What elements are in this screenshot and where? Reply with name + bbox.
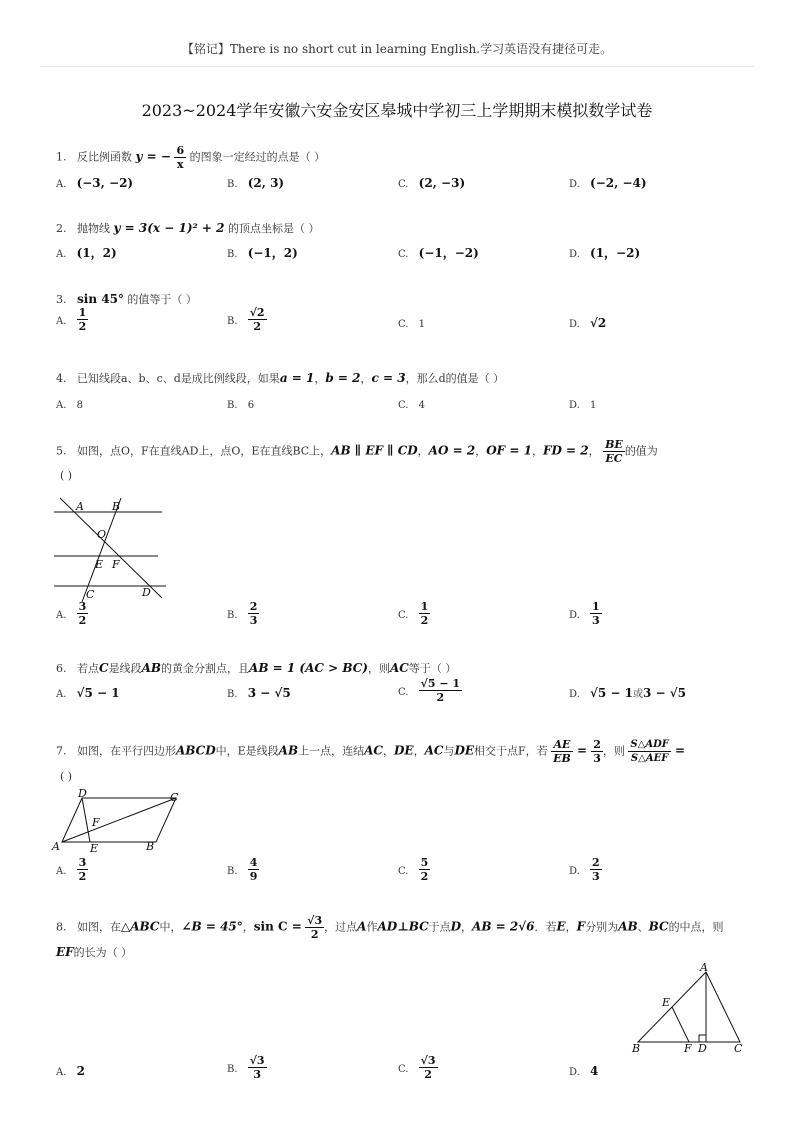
math-expression: D <box>450 919 462 934</box>
math-expression: y = 3(x − 1)² + 2 <box>113 221 225 235</box>
question-7-figure <box>50 788 190 854</box>
fraction: $\frac{√3}{2}$ <box>420 1054 436 1081</box>
math-expression: OF = 1 <box>486 443 532 458</box>
math-expression: sin C = <box>253 919 302 934</box>
label-e: E <box>662 996 671 1009</box>
question-8-option-d[interactable]: D. 4 <box>569 1064 599 1078</box>
question-6-option-d[interactable]: D. √5 − 1或3 − √5 <box>569 686 687 700</box>
triangle-abc <box>638 972 740 1042</box>
fraction: $\frac{1}{2}$ <box>78 306 87 333</box>
fraction: $\frac{√3}{2}$ <box>307 914 323 941</box>
question-8-option-c[interactable]: C. $\frac{√3}{2}$ <box>398 1054 436 1081</box>
math-expression: E <box>556 919 566 934</box>
fraction: $\frac{√5 - 1}{2}$ <box>420 677 461 704</box>
question-7-option-d[interactable]: D. $\frac{2}{3}$ <box>569 856 600 883</box>
fraction: $\frac{AE}{EB}$ <box>553 738 571 765</box>
math-expression: c = 3 <box>371 371 406 385</box>
question-1-option-a[interactable]: A. (−3, −2) <box>56 176 134 190</box>
fraction: $\frac{3}{2}$ <box>78 600 87 627</box>
math-expression: DE <box>454 743 474 758</box>
math-expression: EF <box>56 945 74 959</box>
stem-text: 如图，点O，F在直线AD上，点O，E在直线BC上， <box>77 444 332 458</box>
math-expression: FD = 2 <box>542 443 589 458</box>
question-5-option-d[interactable]: D. $\frac{1}{3}$ <box>569 600 600 627</box>
math-expression: AC <box>389 661 409 675</box>
question-number: 7. <box>56 744 67 758</box>
label-f: F <box>92 816 100 829</box>
math-expression: AB = 1 (AC > BC) <box>249 661 368 675</box>
question-4-option-c[interactable]: C. 4 <box>398 400 426 411</box>
label-c: C <box>86 588 95 601</box>
math-expression: sin 45° <box>77 292 124 306</box>
question-2-option-a[interactable]: A. (1，2) <box>56 246 117 260</box>
question-number: 8. <box>56 920 67 934</box>
math-expression: AC <box>424 743 444 758</box>
question-number: 1. <box>56 150 67 164</box>
question-6-option-c[interactable]: C. $\frac{√5 - 1}{2}$ <box>398 677 461 704</box>
question-7-option-a[interactable]: A. $\frac{3}{2}$ <box>56 856 87 883</box>
stem-text: 抛物线 <box>77 222 110 235</box>
math-expression: AB ∥ EF ∥ CD <box>331 443 418 458</box>
question-5-option-a[interactable]: A. $\frac{3}{2}$ <box>56 600 87 627</box>
label-a: A <box>52 840 60 853</box>
fraction: $\frac{3}{2}$ <box>78 856 87 883</box>
question-number: 2. <box>56 222 67 235</box>
question-8-figure <box>628 960 752 1056</box>
label-b: B <box>146 840 155 853</box>
question-6-stem: 6. 若点C是线段AB的黄金分割点，且AB = 1 (AC > BC)，则AC等于（ ） <box>56 661 457 675</box>
math-expression: ABCD <box>176 743 216 758</box>
label-d: D <box>698 1042 707 1055</box>
label-a: A <box>76 500 84 513</box>
label-e: E <box>90 842 99 854</box>
question-2-option-b[interactable]: B. (−1，2) <box>227 246 298 260</box>
math-expression: AD⊥BC <box>377 919 429 934</box>
question-1-option-b[interactable]: B. (2, 3) <box>227 176 285 190</box>
math-expression: BC <box>648 919 669 934</box>
fraction: $\frac{5}{2}$ <box>420 856 429 883</box>
math-expression: AO = 2 <box>428 443 476 458</box>
question-number: 3. <box>56 293 67 306</box>
question-2-option-c[interactable]: C. (−1，−2) <box>398 246 479 260</box>
fraction-denominator: x <box>176 158 184 171</box>
line-ad <box>60 498 162 598</box>
math-expression: AB = 2√6 <box>472 919 535 934</box>
label-o: O <box>97 528 107 541</box>
label-d: D <box>78 788 87 800</box>
label-a: A <box>700 961 708 974</box>
math-expression: AB <box>618 919 638 934</box>
math-expression: AB <box>141 661 162 675</box>
question-5-stem: 5. 如图，点O，F在直线AD上，点O，E在直线BC上，AB ∥ EF ∥ CD，AO = 2，OF = 1，FD = 2， $\frac{BE}{EC}$ 的值为 <box>56 438 658 465</box>
question-8-option-a[interactable]: A. 2 <box>56 1064 85 1078</box>
math-expression: y = − <box>135 149 171 164</box>
stem-text: 反比例函数 <box>77 150 132 164</box>
question-7-option-c[interactable]: C. $\frac{5}{2}$ <box>398 856 429 883</box>
fraction <box>174 144 186 171</box>
question-7-stem: 7. 如图，在平行四边形ABCD中，E是线段AB上一点，连结AC，DE，AC与DE相交于点F，若 $\frac{AE}{EB}$ = $\frac{2}{3}$ ，则 $\frac{\text{S△ADF}}{\text{S△AEF}}$ = <box>56 738 686 765</box>
question-3-option-d[interactable]: D. √2 <box>569 316 607 330</box>
math-expression: AB <box>278 743 299 758</box>
question-6-option-a[interactable]: A. √5 − 1 <box>56 686 120 700</box>
question-4-option-a[interactable]: A. 8 <box>56 400 83 411</box>
math-expression: A <box>357 919 367 934</box>
question-5-figure <box>50 494 170 604</box>
question-3-stem <box>56 291 197 307</box>
fraction: $\frac{1}{2}$ <box>420 600 429 627</box>
question-1-option-c[interactable]: C. (2, −3) <box>398 176 466 190</box>
page-title: 2023~2024学年安徽六安金安区皋城中学初三上学期期末模拟数学试卷 <box>141 101 653 120</box>
fraction: $\frac{BE}{EC}$ <box>605 438 623 465</box>
right-angle-mark <box>699 1035 706 1042</box>
fraction: $\frac{√3}{3}$ <box>249 1054 265 1081</box>
stem-text: 的值等于（ ） <box>127 293 197 306</box>
math-expression: DE <box>394 743 414 758</box>
answer-blank: ( ) <box>60 469 73 482</box>
question-2-stem <box>56 220 320 236</box>
question-8-option-b[interactable]: B. $\frac{√3}{3}$ <box>227 1054 265 1081</box>
segment-de <box>82 798 90 842</box>
header-divider <box>40 66 754 67</box>
fraction: $\frac{2}{3}$ <box>593 738 601 765</box>
page-motto: 【铭记】There is no short cut in learning English.学习英语没有捷径可走。 <box>181 42 613 56</box>
fraction-numerator: 6 <box>176 144 185 157</box>
label-b: B <box>632 1042 641 1055</box>
question-number: 4. <box>56 372 67 385</box>
answer-blank: ( ) <box>60 770 73 783</box>
math-expression: a = 1 <box>279 371 315 385</box>
question-1-stem <box>56 144 325 171</box>
label-f: F <box>684 1042 692 1055</box>
question-number: 5. <box>56 444 67 458</box>
question-8-stem-line-2: EF的长为（ ） <box>56 945 133 959</box>
math-expression: ∠B = 45° <box>181 919 243 934</box>
stem-text: 的顶点坐标是（ ） <box>228 222 320 235</box>
math-expression: AC <box>364 743 383 758</box>
stem-text: 的图象一定经过的点是（ ） <box>189 150 326 164</box>
math-expression: △ABC <box>121 919 160 934</box>
math-expression: b = 2 <box>325 371 361 385</box>
question-5-option-b[interactable]: B. $\frac{2}{3}$ <box>227 600 258 627</box>
question-2-option-d[interactable]: D. (1，−2) <box>569 246 641 260</box>
stem-text: 已知线段a、b、c、d是成比例线段，如果 <box>77 372 280 385</box>
fraction: $\frac{1}{3}$ <box>592 600 600 627</box>
label-b: B <box>112 500 121 513</box>
question-1-option-d[interactable]: D. (−2, −4) <box>569 176 647 190</box>
fraction: $\frac{\text{S△ADF}}{\text{S△AEF}}$ <box>630 739 669 764</box>
stem-text: ，那么d的值是（ ） <box>405 372 505 385</box>
math-expression: C <box>99 661 109 675</box>
fraction: $\frac{4}{9}$ <box>249 856 258 883</box>
question-7-option-b[interactable]: B. $\frac{4}{9}$ <box>227 856 258 883</box>
fraction: $\frac{2}{3}$ <box>592 856 600 883</box>
question-4-option-b[interactable]: B. 6 <box>227 400 255 411</box>
question-5-option-c[interactable]: C. $\frac{1}{2}$ <box>398 600 429 627</box>
label-f: F <box>112 558 120 571</box>
label-e: E <box>95 558 104 571</box>
math-expression: F <box>576 919 586 934</box>
question-6-option-b[interactable]: B. 3 − √5 <box>227 686 291 700</box>
label-c: C <box>170 791 179 804</box>
label-d: D <box>142 586 151 599</box>
question-3-option-c[interactable]: C. 1 <box>398 319 426 330</box>
question-4-stem: 4. 已知线段a、b、c、d是成比例线段，如果a = 1，b = 2，c = 3，那么d的值是（ ） <box>56 371 505 385</box>
question-number: 6. <box>56 662 67 675</box>
question-3-option-b[interactable]: B. $\frac{√2}{2}$ <box>227 306 265 333</box>
stem-text: 的值为 <box>624 444 658 458</box>
fraction: $\frac{√2}{2}$ <box>249 306 265 333</box>
fraction: $\frac{2}{3}$ <box>249 600 258 627</box>
question-3-option-a[interactable]: A. $\frac{1}{2}$ <box>56 306 87 333</box>
label-c: C <box>734 1042 743 1055</box>
segment-ef <box>672 1007 689 1042</box>
question-8-stem: 8. 如图，在△ABC中，∠B = 45°，sin C = $\frac{√3}{2}$ ，过点A作AD⊥BC于点D，AB = 2√6．若E，F分别为AB、BC的中点，则 <box>56 914 724 941</box>
question-4-option-d[interactable]: D. 1 <box>569 400 597 411</box>
